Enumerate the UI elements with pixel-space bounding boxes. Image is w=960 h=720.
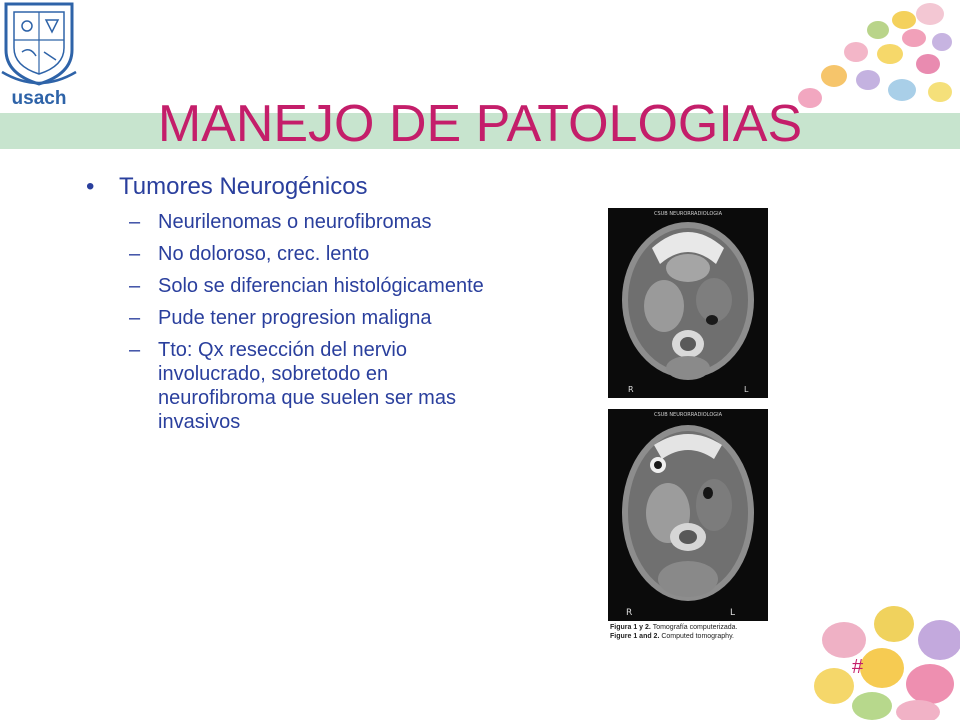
bullet-item bbox=[86, 172, 506, 202]
ct1-header: CSUB NEURORRADIOLOGIA bbox=[653, 211, 723, 217]
subbullet-item bbox=[86, 306, 488, 330]
caption-label-es: Figura 1 y 2. bbox=[610, 624, 651, 631]
bullet-list bbox=[86, 172, 506, 434]
subbullet-text: Neurilenomas o neurofibromas bbox=[158, 211, 432, 233]
subbullet-text: No doloroso, crec. lento bbox=[158, 243, 370, 265]
subbullet-item bbox=[86, 210, 488, 234]
subbullet-item bbox=[86, 338, 488, 434]
caption-text-es: Tomografía computerizada. bbox=[652, 624, 738, 631]
ct-scan-image-1 bbox=[608, 208, 768, 398]
subbullet-text: Solo se diferencian histológicamente bbox=[158, 275, 484, 297]
ct-scan-image-2 bbox=[608, 409, 768, 621]
logo-wordmark: usach bbox=[11, 88, 67, 108]
subbullet-text: Tto: Qx resección del nervio involucrado, sobretodo en neurofibroma que suelen ser mas invasivos bbox=[158, 339, 456, 433]
subbullet-list bbox=[86, 210, 506, 434]
caption-text-en: Computed tomography. bbox=[661, 633, 734, 640]
ct2-side-left-label: L bbox=[730, 608, 736, 618]
ct1-side-right-label: R bbox=[628, 385, 634, 394]
dash-icon: – bbox=[129, 307, 141, 329]
page-number: # bbox=[852, 656, 864, 678]
ct1-side-left-label: L bbox=[744, 385, 749, 394]
subbullet-item bbox=[86, 274, 488, 298]
ct2-header: CSUB NEURORRADIOLOGIA bbox=[653, 412, 723, 418]
dash-icon: – bbox=[129, 275, 141, 297]
dash-icon: – bbox=[129, 211, 141, 233]
bullet-label: Tumores Neurogénicos bbox=[119, 173, 368, 200]
dash-icon: – bbox=[129, 243, 141, 265]
subbullet-item bbox=[86, 242, 488, 266]
dash-icon: – bbox=[129, 339, 141, 361]
eggs-decoration-bottom bbox=[812, 600, 960, 720]
bullet-dot-icon: • bbox=[86, 173, 95, 200]
slide-title: MANEJO DE PATOLOGIAS bbox=[157, 95, 803, 153]
subbullet-text: Pude tener progresion maligna bbox=[158, 307, 432, 329]
caption-label-en: Figure 1 and 2. bbox=[610, 633, 660, 640]
ct2-side-right-label: R bbox=[626, 608, 633, 618]
figure-caption bbox=[610, 623, 738, 641]
